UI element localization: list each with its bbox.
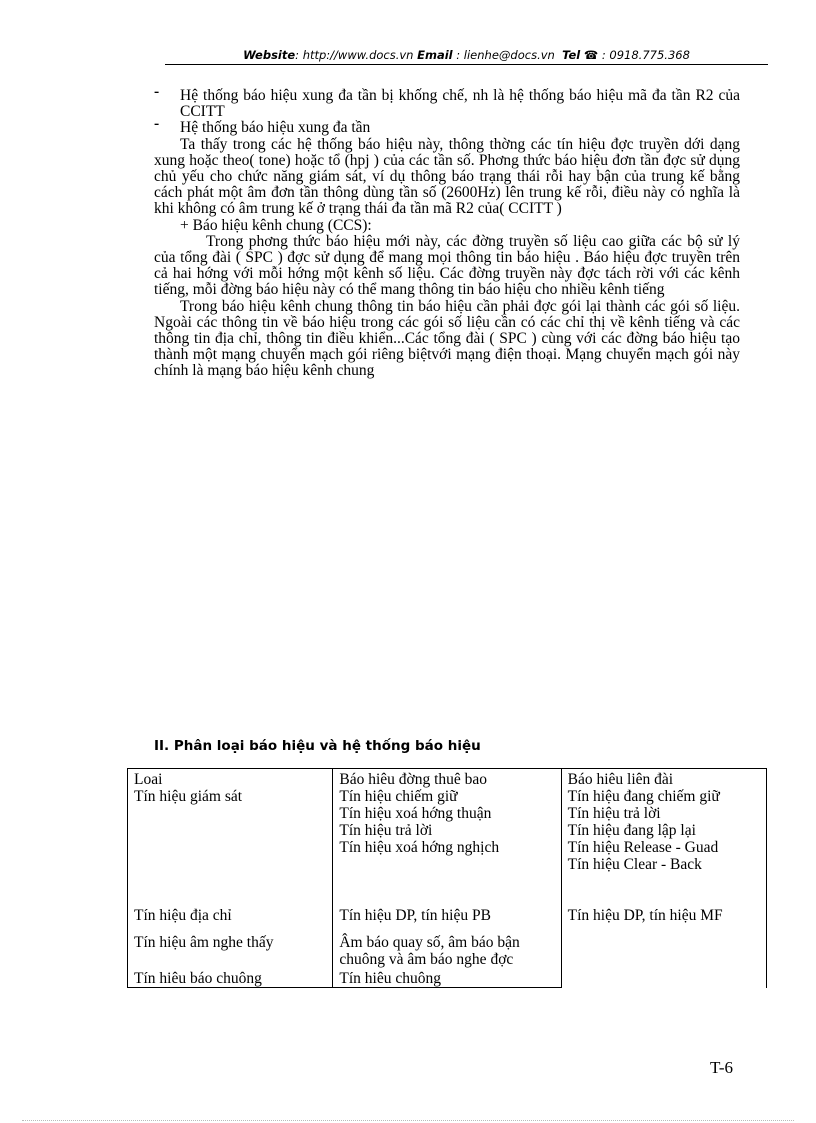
header-cell: Loai	[134, 771, 163, 788]
table-cell	[333, 924, 561, 968]
body-text	[154, 83, 740, 380]
email-value: : lienhe@docs.vn	[456, 48, 555, 62]
table-row	[128, 873, 767, 924]
cell-line: Tín hiệu đang chiếm giữ	[567, 788, 720, 805]
table-cell	[333, 873, 561, 924]
cell-line: Tín hiệu đang lập lại	[567, 822, 696, 839]
bullet-item	[154, 115, 740, 137]
cell-line: Âm báo quay số, âm báo bận chuông và âm báo nghe đợc	[339, 934, 520, 968]
signal-table	[127, 768, 767, 988]
table-cell	[128, 968, 333, 988]
ccs-heading: + Báo hiệu kênh chung (CCS):	[180, 216, 372, 234]
paragraph: Trong báo hiệu kênh chung thông tin báo hiệu cần phải đợc gói lại thành các gói số liệu. Ngoài các thông tin về báo hiệu trong các gói số liệu cần có các chỉ thị về kênh tiếng và các thông tin địa chỉ, thông tin điều khiển...Các tổng đài ( SPC ) cùng với các đờng báo hiệu tạo thành một mạng chuyển mạch gói riêng biệtvới mạng điện thoại. Mạng chuyển mạch gói này chính là mạng báo hiệu kênh chung	[154, 297, 740, 380]
website-label: Website	[243, 48, 296, 62]
cell-line: Tín hiệu xoá hớng nghịch	[339, 839, 500, 856]
cell-line: Tín hiệu DP, tín hiệu PB	[339, 907, 491, 924]
table-row	[128, 769, 767, 874]
paragraph: Trong phơng thức báo hiệu mới này, các đờng truyền số liệu cao giữa các bộ sử lý của tổng đài ( SPC ) đợc sử dụng để mang mọi thông tin báo hiệu . Báo hiệu đợc truyền trên cả hai hớng với mỗi hớng một kênh số liệu. Các đờng truyền này đợc tách rời với các kênh tiếng, mỗi đờng báo hiệu này có thể mang thông tin báo hiệu cho nhiều kênh tiếng	[154, 232, 740, 299]
page-header	[165, 48, 768, 62]
page-number: T-6	[710, 1058, 733, 1077]
paragraph: Ta thấy trong các hệ thống báo hiệu này, thông thờng các tín hiệu đợc truyền dới dạng xung hoặc theo( tone) hoặc tổ (hpj ) của các tần số. Phơng thức báo hiệu đơn tần đợc sử dụng chủ yếu cho chức năng giám sát, ví dụ thông báo trạng thái rỗi hay bận của trung kế bằng cách phát một âm đơn tần thông dùng tần số (2600Hz) lên trung kế rỗi, điều này có nghĩa là khi không có âm trung kế ở trạng thái đa tần mã R2 của( CCITT )	[154, 135, 740, 218]
header-cell: Báo hiêu liên đài	[567, 771, 674, 788]
cell-line: Tín hiệu trả lời	[567, 805, 661, 822]
cell-line: Tín hiệu Clear - Back	[567, 856, 702, 873]
table-cell	[128, 873, 333, 924]
cell-line: Tín hiệu Release - Guad	[567, 839, 719, 856]
cell-line: Tín hiệu DP, tín hiệu MF	[567, 907, 723, 924]
bullet-marker: -	[154, 83, 160, 100]
bullet-item	[154, 83, 740, 121]
cell-line: Tín hiệu trả lời	[339, 822, 433, 839]
row-label: Tín hiệu âm nghe thấy	[134, 934, 274, 951]
cell-line: Tín hiêu chuông	[339, 970, 441, 987]
table-cell	[333, 968, 561, 988]
row-label: Tín hiêu báo chuông	[134, 970, 262, 987]
table-cell	[333, 769, 561, 874]
row-label: Tín hiệu địa chỉ	[134, 907, 232, 924]
header-cell: Báo hiêu đờng thuê bao	[339, 771, 488, 788]
email-label: Email	[417, 48, 453, 62]
table-cell	[561, 873, 766, 988]
table-cell	[128, 769, 333, 874]
tel-label: Tel	[562, 48, 581, 62]
row-label: Tín hiệu giám sát	[134, 788, 243, 805]
website-value: : http://www.docs.vn	[295, 48, 414, 62]
bullet-text: Hệ thống báo hiệu xung đa tần	[180, 119, 371, 137]
table-cell	[128, 924, 333, 968]
table-cell	[561, 769, 766, 874]
footer-rule	[22, 1120, 794, 1121]
section-title: II. Phân loại báo hiệu và hệ thống báo hiệu	[154, 738, 481, 754]
bullet-text: Hệ thống báo hiệu xung đa tần bị khống chế, nh là hệ thống báo hiệu mã đa tần R2 của CCITT	[180, 87, 740, 121]
tel-value: ☎ : 0918.775.368	[583, 48, 690, 62]
cell-line: Tín hiệu chiếm giữ	[339, 788, 458, 805]
cell-line: Tín hiệu xoá hớng thuận	[339, 805, 492, 822]
header-rule	[165, 64, 768, 65]
bullet-marker: -	[154, 115, 160, 133]
